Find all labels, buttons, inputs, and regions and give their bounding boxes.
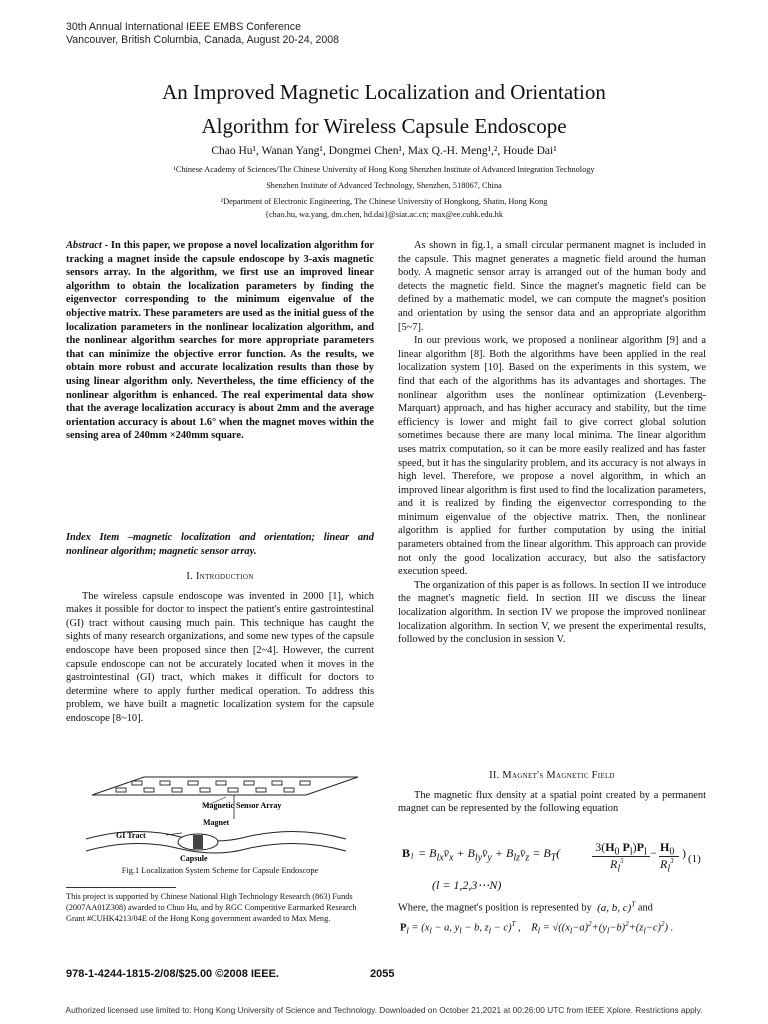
license-notice: Authorized licensed use limited to: Hong Kong University of Science and Technology. Downloaded on October 21,2021 at 00:26:00 UTC from IEEE Xplore. Restrictions apply.	[65, 1005, 703, 1015]
right-paragraph-1: As shown in fig.1, a small circular permanent magnet is included in the capsule. This magnet generates a magnetic field around the human body. A magnetic sensor array is arranged out of the human body and detects the magnetic field. Since the magnet's magnetic field can be defined by a mathematic model, we can compute the magnet's position and orientation by using the sensor data and an appropriate algorithm [5~7].	[398, 240, 706, 333]
affiliation-1: ¹Chinese Academy of Sciences/The Chinese University of Hong Kong Shenzhen Institute of Advanced Integration Technology	[173, 165, 595, 174]
paper-title	[40, 75, 728, 143]
title-line-1: An Improved Magnetic Localization and Orientation	[162, 80, 606, 104]
index-terms: Index Item –magnetic localization and orientation; linear and nonlinear algorithm; magnetic sensor array.	[66, 532, 374, 557]
abstract-lead: Abstract	[66, 240, 102, 251]
equation-1: B l = $B_{lx}v̄_x$ + $B_{ly}v̄_y$ + $B_{lz}v̄_z = B_T$( $3(H_0$ $P_l)P_l$ $R_l^5$ − $H_0$ $R_l^3$ )	[402, 840, 686, 875]
position-vector-equation: $P_l = (x_l - a$, $y_l - b$, $z_l - c)^T$ , $R_l = √((x_l-a)^2+(y_l-b)^2+(z_l-c)^2)$ .	[400, 920, 674, 936]
figure-gi-label: GI Tract	[116, 831, 146, 840]
right-column-text	[398, 239, 706, 647]
conference-header	[66, 21, 339, 47]
magnet-field-paragraph: The magnetic flux density at a spatial point created by a permanent magnet can be represented by the following equation	[398, 789, 706, 815]
abstract-text: - In this paper, we propose a novel localization algorithm for tracking a magnet inside the capsule endoscope by 3-axis magnetic sensors array. In the algorithm, we first use an improved linear algorithm to obtain the localization parameters by finding the eigenvector corresponding to the minimum eigenvalue of the objective matrix. These parameters are used as the initial guess of the localization parameters in the nonlinear localization algorithm, and the nonlinear algorithm searches for more appropriate parameters that can minimize the objective error function. As the results, we obtain more robust and accurate localization results than those by using linear algorithm only. Nevertheless, the time efficiency of the nonlinear algorithm is enhanced. The real experimental data show that the average localization accuracy is about 2mm and the average orientation accuracy is about 1.6° when the magnet moves within the sensing area of 240mm ×240mm square.	[66, 240, 374, 442]
email-line: {chao.hu, wa.yang, dm.chen, hd.dai}@siat.ac.cn; max@ee.cuhk.edu.hk	[265, 210, 503, 219]
right-paragraph-2: In our previous work, we proposed a nonlinear algorithm [9] and a linear algorithm [8]. Both the algorithms have been applied in the real localization system [10]. Based on the experiments in this system, we find that each of the algorithms has its advantages and shortages. The nonlinear algorithm uses the nonlinear optimization (Levenberg-Marquart) approach, and has higher accuracy and stability, but the time efficiency is lower and might fail to give correct global solution sometimes because there are many local minima. The linear algorithm uses matrix computation, so it can be more easily realized and has faster speed, but it has the singularity problem, and its accuracy is not always in high level. Therefore, we propose a novel algorithm, in which an improved linear algorithm is first used to find the localization parameters, and it is realized by finding the eigenvector corresponding to the minimum eigenvalue of the objective matrix. Then, the nonlinear algorithm is applied for further computation by using the initial parameters obtained from the linear algorithm. This approach can provide not only the good localization accuracy, but also the satisfactory execution speed.	[398, 335, 706, 578]
figure-capsule-label: Capsule	[180, 854, 208, 863]
magnet-field-section	[398, 769, 706, 816]
affiliation-1b: Shenzhen Institute of Advanced Technology, Shenzhen, 518067, China	[266, 181, 502, 190]
figure-magnet-label: Magnet	[203, 818, 230, 827]
author-list: Chao Hu¹, Wanan Yang¹, Dongmei Chen¹, Max Q.-H. Meng¹,², Houde Dai¹	[211, 145, 557, 157]
affiliation-2: ²Department of Electronic Engineering, The Chinese University of Hongkong, Shatin, Hong Kong	[220, 197, 548, 206]
intro-heading: I. Introduction	[186, 571, 254, 582]
conference-line-1: 30th Annual International IEEE EMBS Conference	[66, 21, 301, 33]
conference-line-2: Vancouver, British Columbia, Canada, August 20-24, 2008	[66, 34, 340, 46]
intro-paragraph: The wireless capsule endoscope was invented in 2000 [1], which makes it possible for doctor to inspect the patient's entire gastrointestinal (GI) tract without causing much pain. This technique has caught the sights of many research organizations, and some new types of the capsule endoscope have been proposed since then [2~4]. However, the current capsule endoscope can not be accurately located when it moves in the gastrointestinal (GI) tract, which makes it difficult for doctors to determine where to apply further medical operation. To address this problem, we have built a magnetic localization system for the capsule endoscope [8~10].	[66, 590, 374, 724]
right-paragraph-3: The organization of this paper is as follows. In section II we introduce the magnet's magnetic field. In section III we discuss the linear localization algorithm. In section IV we propose the improved nonlinear localization algorithm. In section V, we present the experimental results, followed by the conclusion in session V.	[398, 579, 706, 646]
where-line: Where, the magnet's position is represented by (a, b, c)$^T$ and	[398, 900, 653, 914]
intro-section	[66, 570, 374, 726]
footnote-rule	[66, 887, 176, 888]
title-line-2: Algorithm for Wireless Capsule Endoscope	[201, 114, 567, 138]
figure-sensor-label: Magnetic Sensor Array	[202, 801, 282, 810]
isbn-line: 978-1-4244-1815-2/08/$25.00 ©2008 IEEE.	[66, 968, 279, 980]
where-and: and	[637, 902, 653, 914]
equation-index: (l = 1,2,3⋯N)	[432, 878, 502, 892]
figure-1-caption: Fig.1 Localization System Scheme for Capsule Endoscope	[121, 866, 319, 875]
equation-1-number: (1)	[688, 853, 701, 865]
abstract	[66, 239, 374, 443]
page-number: 2055	[370, 968, 395, 980]
funding-footnote: This project is supported by Chinese National High Technology Research (863) Funds (2007AA01Z308) awarded to Chuo Hu, and by RGC Competitive Earmarked Research Grant #CUHK4213/04E of the Hong Kong government awarded to Max Meng.	[66, 892, 357, 923]
magnet-field-heading: II. Magnet's Magnetic Field	[489, 770, 615, 781]
where-text: Where, the magnet's position is represented by	[398, 902, 592, 914]
figure-1-diagram	[66, 775, 374, 865]
